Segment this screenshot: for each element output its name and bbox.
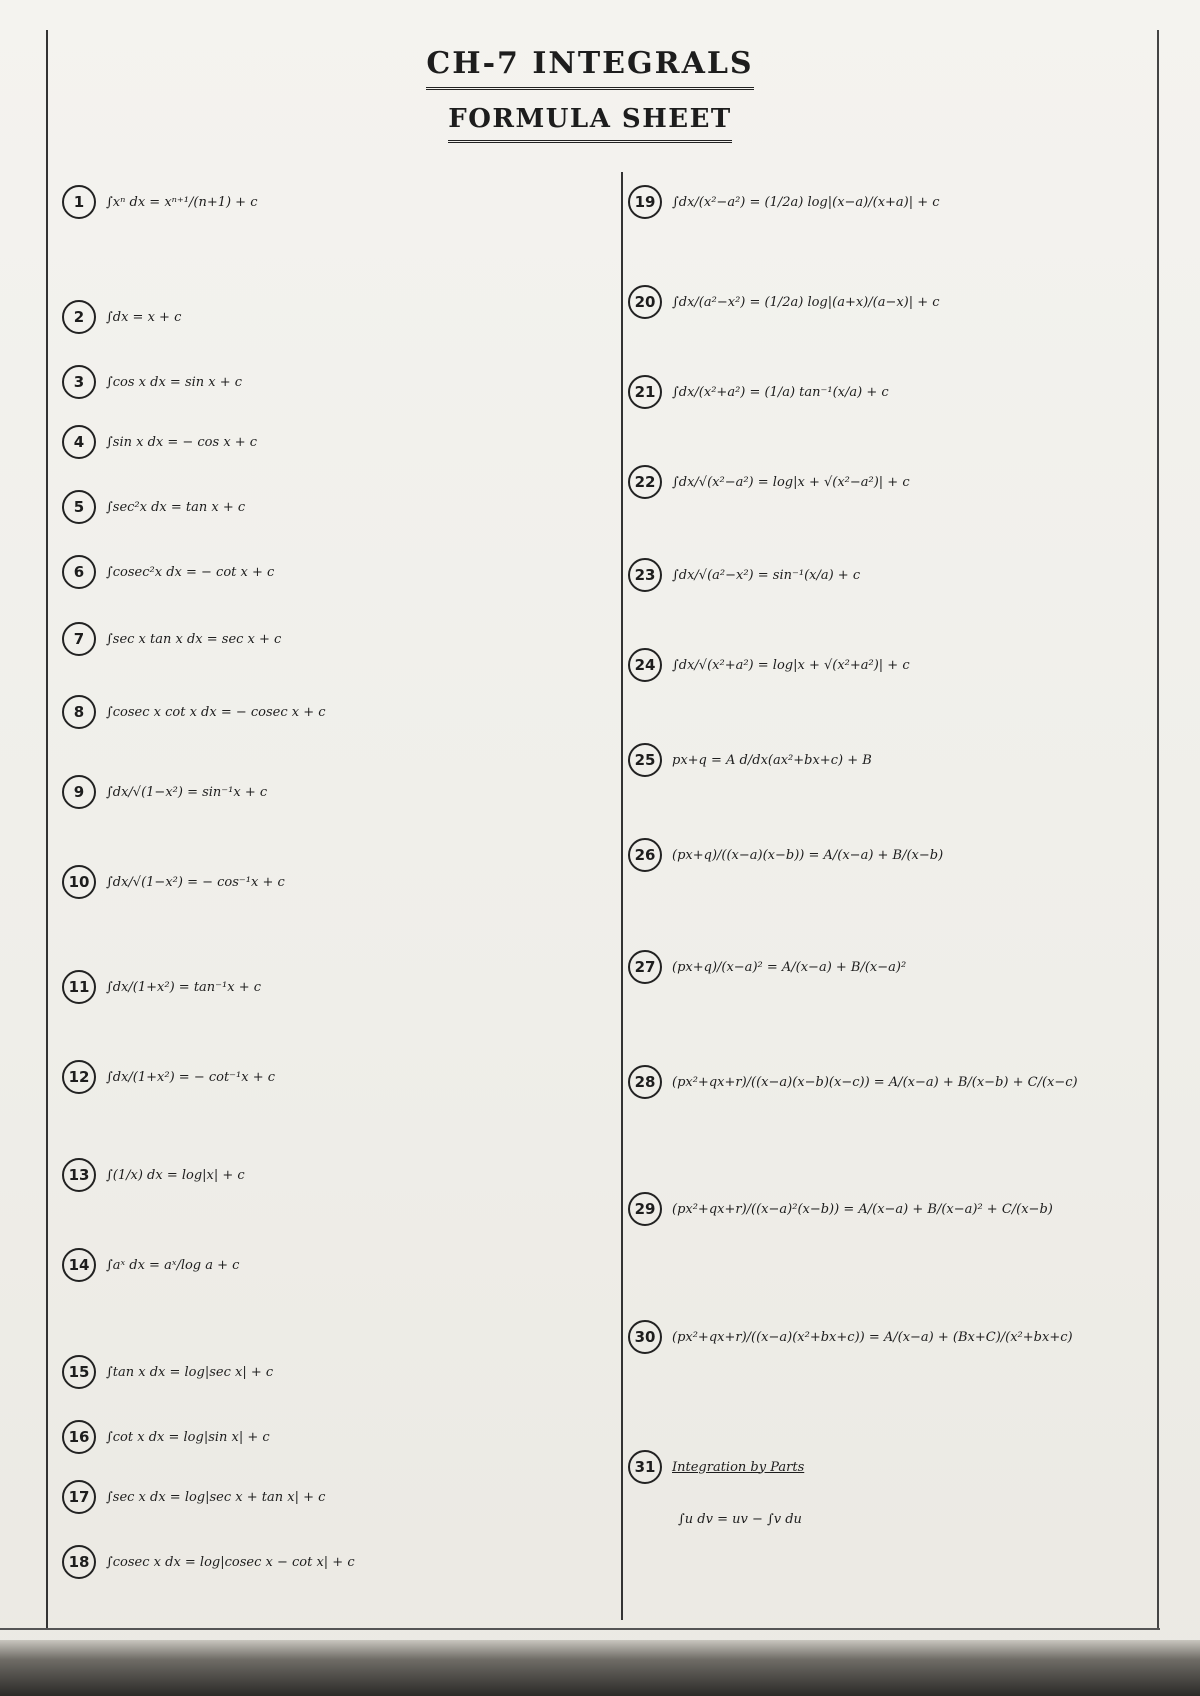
formula-number-badge: 22 bbox=[628, 465, 662, 499]
formula-number-badge: 2 bbox=[62, 300, 96, 334]
formula-number-badge: 11 bbox=[62, 970, 96, 1004]
formula-expression: (px²+qx+r)/((x−a)(x²+bx+c)) = A/(x−a) + (Bx+C)/(x²+bx+c) bbox=[672, 1329, 1073, 1345]
formula-27 bbox=[628, 950, 1156, 984]
formula-12 bbox=[62, 1060, 617, 1094]
formula-expression: ∫dx/√(x²+a²) = log|x + √(x²+a²)| + c bbox=[672, 657, 910, 673]
formula-4 bbox=[62, 425, 617, 459]
formula-5 bbox=[62, 490, 617, 524]
formula-number-badge: 10 bbox=[62, 865, 96, 899]
formula-number-badge: 31 bbox=[628, 1450, 662, 1484]
formula-expression: Integration by Parts bbox=[672, 1459, 805, 1475]
formula-number-badge: 21 bbox=[628, 375, 662, 409]
formula-3 bbox=[62, 365, 617, 399]
page-title: CH-7 INTEGRALS bbox=[426, 46, 753, 90]
column-divider bbox=[621, 172, 623, 1620]
formula-number-badge: 20 bbox=[628, 285, 662, 319]
formula-expression: ∫dx/√(a²−x²) = sin⁻¹(x/a) + c bbox=[672, 567, 861, 583]
formula-1 bbox=[62, 185, 617, 219]
formula-expression: ∫dx/√(1−x²) = − cos⁻¹x + c bbox=[106, 874, 285, 890]
page-subtitle: FORMULA SHEET bbox=[448, 104, 732, 143]
formula-expression: ∫dx/(1+x²) = − cot⁻¹x + c bbox=[106, 1069, 276, 1085]
formula-13 bbox=[62, 1158, 617, 1192]
bottom-rule bbox=[0, 1628, 1160, 1630]
formula-number-badge: 28 bbox=[628, 1065, 662, 1099]
formula-10 bbox=[62, 865, 617, 899]
formula-number-badge: 23 bbox=[628, 558, 662, 592]
formula-expression: ∫xⁿ dx = xⁿ⁺¹/(n+1) + c bbox=[106, 194, 258, 210]
formula-14 bbox=[62, 1248, 617, 1282]
formula-number-badge: 1 bbox=[62, 185, 96, 219]
formula-number-badge: 3 bbox=[62, 365, 96, 399]
formula-number-badge: 7 bbox=[62, 622, 96, 656]
page-edge-shadow bbox=[0, 1640, 1200, 1696]
formula-expression: ∫dx/√(1−x²) = sin⁻¹x + c bbox=[106, 784, 268, 800]
formula-expression: (px²+qx+r)/((x−a)(x−b)(x−c)) = A/(x−a) + B/(x−b) + C/(x−c) bbox=[672, 1074, 1078, 1090]
formula-number-badge: 29 bbox=[628, 1192, 662, 1226]
formula-15 bbox=[62, 1355, 617, 1389]
formula-expression: ∫tan x dx = log|sec x| + c bbox=[106, 1364, 274, 1380]
formula-11 bbox=[62, 970, 617, 1004]
formula-30 bbox=[628, 1320, 1156, 1354]
formula-6 bbox=[62, 555, 617, 589]
formula-number-badge: 5 bbox=[62, 490, 96, 524]
formula-25 bbox=[628, 743, 1156, 777]
formula-20 bbox=[628, 285, 1156, 319]
formula-number-badge: 19 bbox=[628, 185, 662, 219]
formula-19 bbox=[628, 185, 1156, 219]
formula-21 bbox=[628, 375, 1156, 409]
formula-expression: ∫aˣ dx = aˣ/log a + c bbox=[106, 1257, 240, 1273]
formula-18 bbox=[62, 1545, 617, 1579]
formula-number-badge: 14 bbox=[62, 1248, 96, 1282]
formula-expression: (px²+qx+r)/((x−a)²(x−b)) = A/(x−a) + B/(x−a)² + C/(x−b) bbox=[672, 1201, 1053, 1217]
formula-expression: (px+q)/(x−a)² = A/(x−a) + B/(x−a)² bbox=[672, 959, 907, 975]
formula-number-badge: 24 bbox=[628, 648, 662, 682]
formula-number-badge: 4 bbox=[62, 425, 96, 459]
formula-number-badge: 16 bbox=[62, 1420, 96, 1454]
formula-22 bbox=[628, 465, 1156, 499]
formula-17 bbox=[62, 1480, 617, 1514]
formula-expression: ∫u dv = uv − ∫v du bbox=[678, 1512, 802, 1527]
formula-number-badge: 30 bbox=[628, 1320, 662, 1354]
formula-expression: ∫dx/(x²−a²) = (1/2a) log|(x−a)/(x+a)| + c bbox=[672, 194, 940, 210]
formula-23 bbox=[628, 558, 1156, 592]
left-margin-line bbox=[46, 30, 48, 1630]
formula-31 bbox=[628, 1450, 1156, 1484]
formula-number-badge: 9 bbox=[62, 775, 96, 809]
formula-expression: ∫cos x dx = sin x + c bbox=[106, 374, 243, 390]
formula-expression: px+q = A d/dx(ax²+bx+c) + B bbox=[672, 752, 872, 768]
formula-expression: ∫sec x dx = log|sec x + tan x| + c bbox=[106, 1489, 326, 1505]
formula-expression: ∫sec²x dx = tan x + c bbox=[106, 499, 246, 515]
formula-number-badge: 8 bbox=[62, 695, 96, 729]
formula-expression: ∫cosec x cot x dx = − cosec x + c bbox=[106, 704, 326, 720]
formula-parts-rule bbox=[628, 1512, 1200, 1527]
formula-expression: ∫dx/(1+x²) = tan⁻¹x + c bbox=[106, 979, 262, 995]
formula-29 bbox=[628, 1192, 1156, 1226]
formula-16 bbox=[62, 1420, 617, 1454]
formula-expression: ∫dx/√(x²−a²) = log|x + √(x²−a²)| + c bbox=[672, 474, 910, 490]
formula-28 bbox=[628, 1065, 1156, 1099]
formula-number-badge: 17 bbox=[62, 1480, 96, 1514]
formula-9 bbox=[62, 775, 617, 809]
formula-expression: ∫sec x tan x dx = sec x + c bbox=[106, 631, 282, 647]
formula-number-badge: 27 bbox=[628, 950, 662, 984]
formula-24 bbox=[628, 648, 1156, 682]
formula-number-badge: 18 bbox=[62, 1545, 96, 1579]
formula-number-badge: 13 bbox=[62, 1158, 96, 1192]
formula-expression: (px+q)/((x−a)(x−b)) = A/(x−a) + B/(x−b) bbox=[672, 847, 944, 863]
formula-expression: ∫dx/(x²+a²) = (1/a) tan⁻¹(x/a) + c bbox=[672, 384, 889, 400]
formula-number-badge: 25 bbox=[628, 743, 662, 777]
formula-expression: ∫dx = x + c bbox=[106, 309, 182, 325]
formula-8 bbox=[62, 695, 617, 729]
title-block bbox=[380, 46, 800, 143]
right-margin-line bbox=[1157, 30, 1159, 1630]
formula-expression: ∫dx/(a²−x²) = (1/2a) log|(a+x)/(a−x)| + c bbox=[672, 294, 940, 310]
formula-7 bbox=[62, 622, 617, 656]
formula-number-badge: 12 bbox=[62, 1060, 96, 1094]
formula-26 bbox=[628, 838, 1156, 872]
formula-2 bbox=[62, 300, 617, 334]
formula-expression: ∫sin x dx = − cos x + c bbox=[106, 434, 258, 450]
formula-number-badge: 6 bbox=[62, 555, 96, 589]
formula-expression: ∫(1/x) dx = log|x| + c bbox=[106, 1167, 245, 1183]
formula-expression: ∫cosec²x dx = − cot x + c bbox=[106, 564, 275, 580]
formula-number-badge: 26 bbox=[628, 838, 662, 872]
formula-expression: ∫cot x dx = log|sin x| + c bbox=[106, 1429, 270, 1445]
formula-expression: ∫cosec x dx = log|cosec x − cot x| + c bbox=[106, 1554, 355, 1570]
formula-number-badge: 15 bbox=[62, 1355, 96, 1389]
